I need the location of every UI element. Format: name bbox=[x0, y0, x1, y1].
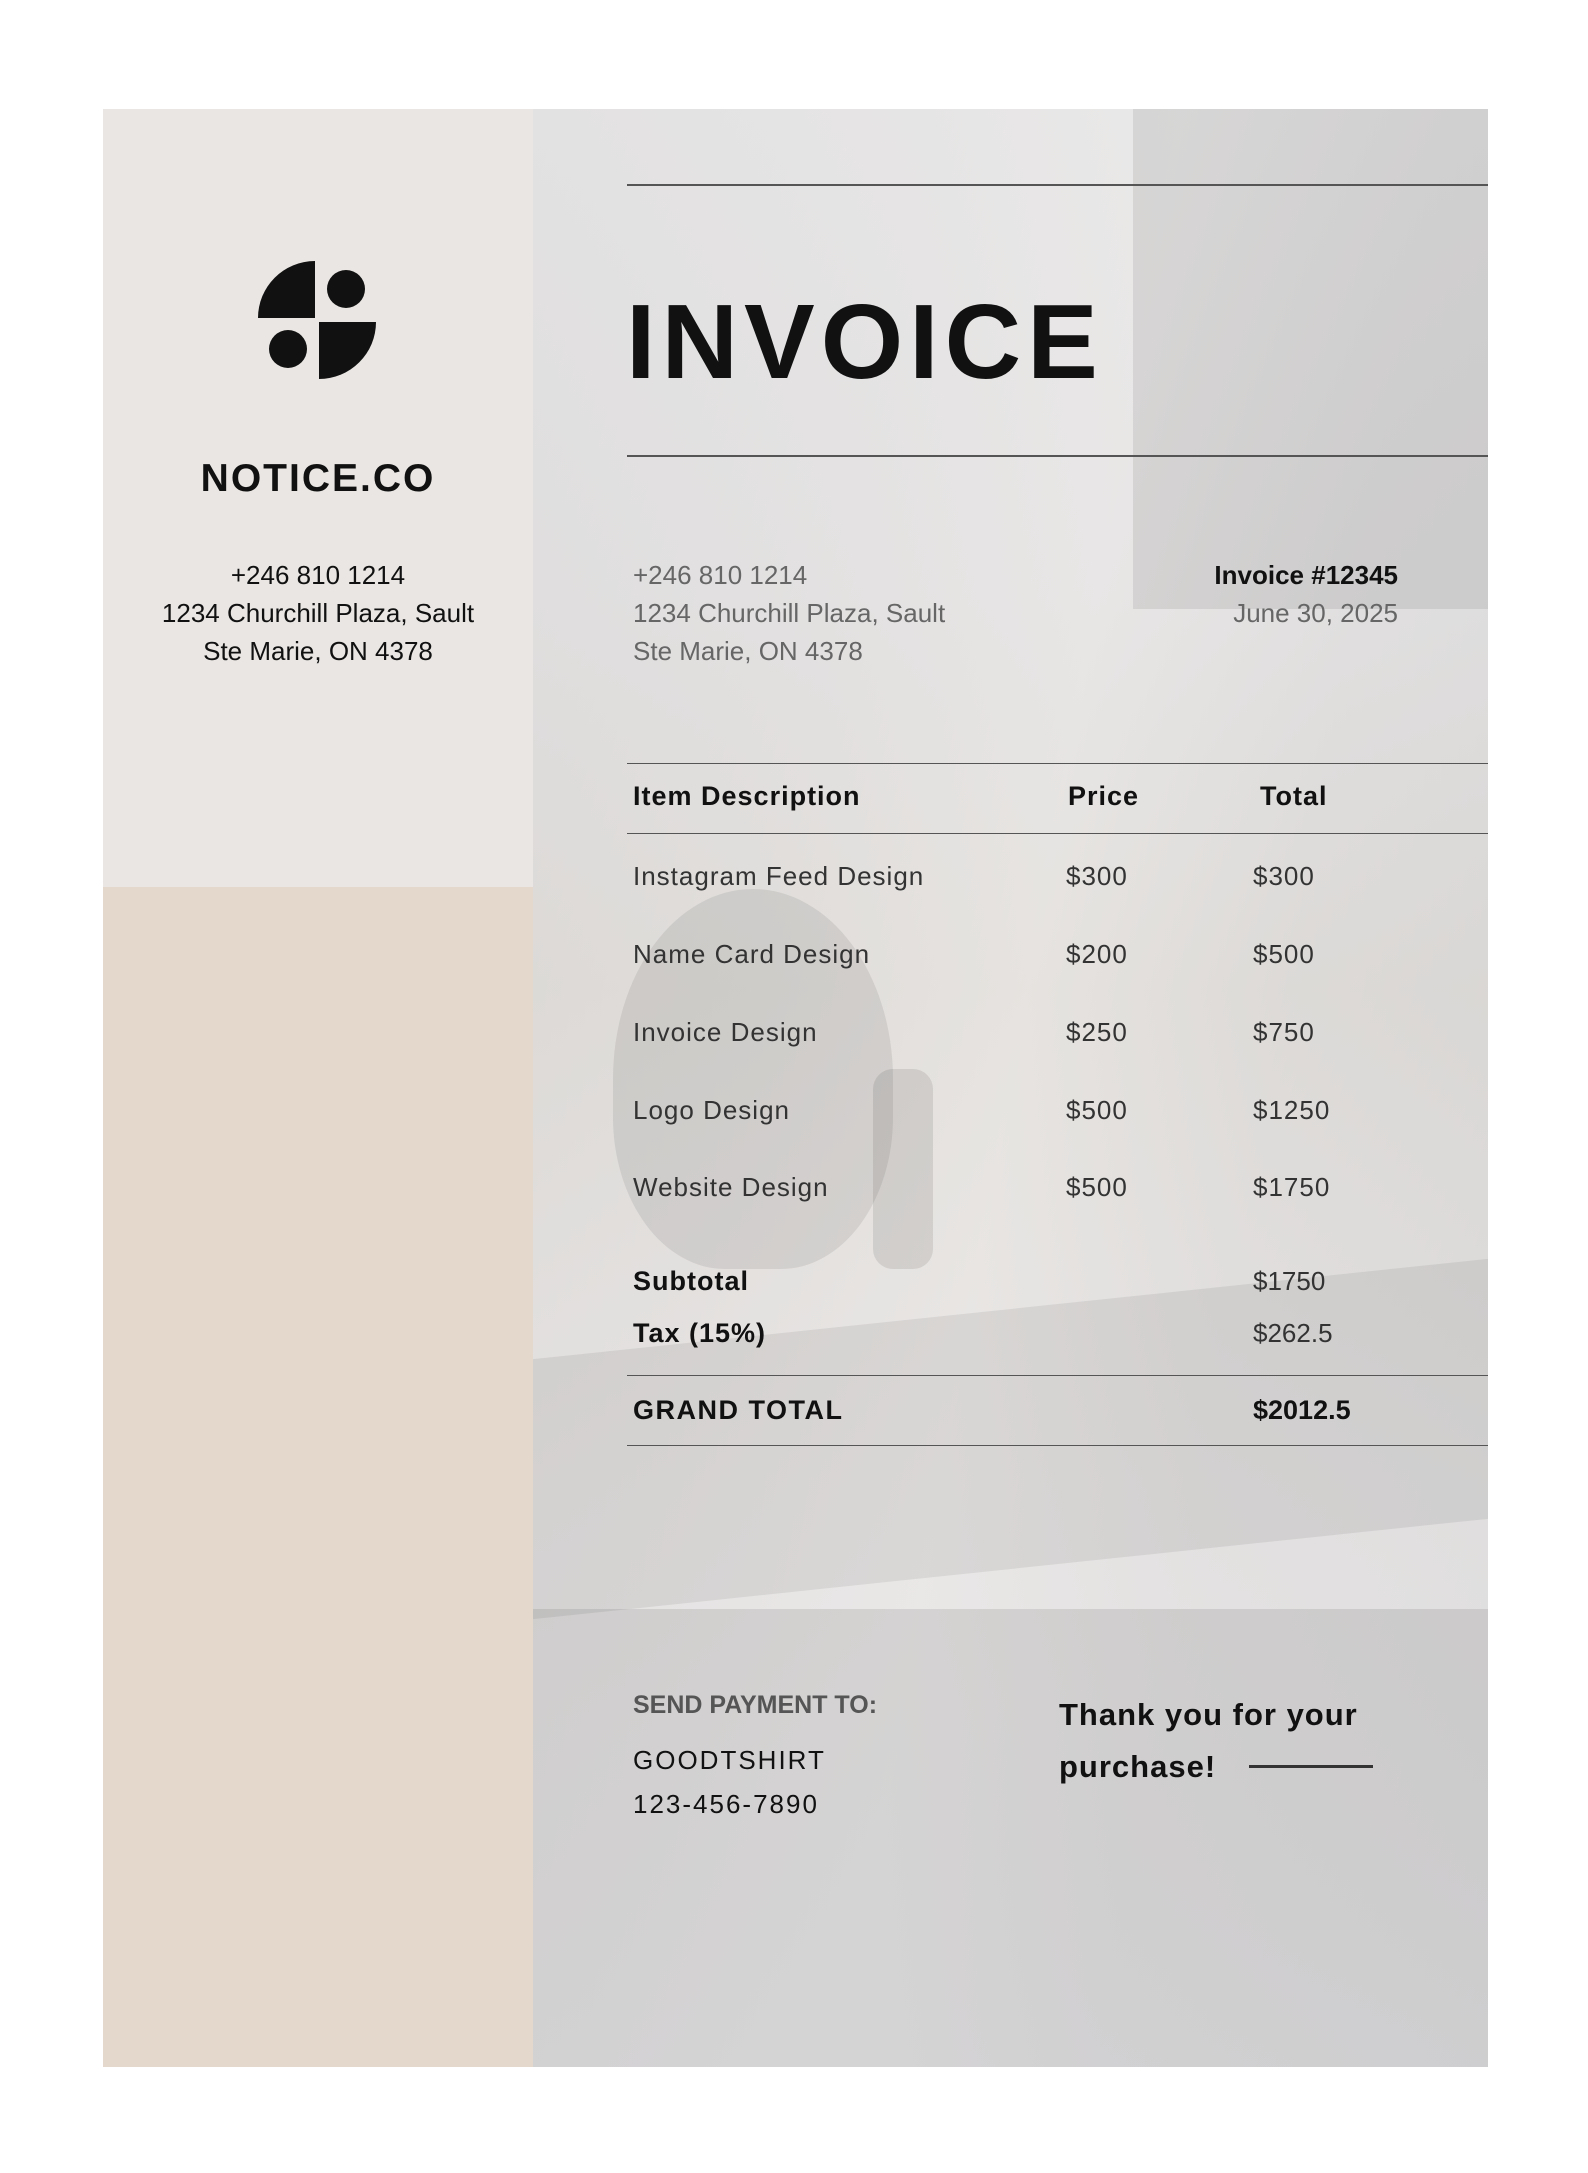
header-total: Total bbox=[1260, 781, 1328, 811]
tax-value: $262.5 bbox=[1253, 1318, 1333, 1348]
thank-you-message bbox=[1059, 1689, 1399, 1793]
photo-bottle-shape bbox=[873, 1069, 933, 1269]
row-price: $200 bbox=[1066, 939, 1128, 969]
from-address bbox=[633, 556, 945, 670]
payment-name: GOODTSHIRT bbox=[633, 1745, 826, 1775]
subtotal-label: Subtotal bbox=[633, 1266, 749, 1296]
grand-total-top-rule bbox=[627, 1375, 1488, 1376]
table-top-rule bbox=[627, 763, 1488, 764]
photo-table-shape bbox=[533, 1259, 1488, 1619]
table-header-rule bbox=[627, 833, 1488, 834]
invoice-meta bbox=[1214, 556, 1398, 632]
invoice-title: INVOICE bbox=[626, 283, 1104, 401]
row-total: $1750 bbox=[1253, 1172, 1331, 1202]
header-price: Price bbox=[1068, 781, 1140, 811]
grand-total-label: GRAND TOTAL bbox=[633, 1395, 844, 1425]
invoice-date: June 30, 2025 bbox=[1233, 598, 1398, 628]
subtotal-value: $1750 bbox=[1253, 1266, 1326, 1296]
payment-number: 123-456-7890 bbox=[633, 1789, 819, 1819]
from-address-line2: Ste Marie, ON 4378 bbox=[633, 636, 863, 666]
title-top-rule bbox=[627, 184, 1488, 186]
row-description: Instagram Feed Design bbox=[633, 861, 925, 891]
company-phone: +246 810 1214 bbox=[230, 560, 406, 590]
row-price: $300 bbox=[1066, 861, 1128, 891]
header-item-description: Item Description bbox=[633, 781, 861, 811]
company-logo-icon bbox=[258, 261, 376, 379]
thank-you-line2: purchase! bbox=[1059, 1749, 1217, 1784]
row-price: $500 bbox=[1066, 1095, 1128, 1125]
row-description: Invoice Design bbox=[633, 1017, 818, 1047]
row-total: $1250 bbox=[1253, 1095, 1331, 1125]
title-bottom-rule bbox=[627, 455, 1488, 457]
sidebar-bottom-panel bbox=[103, 887, 533, 2067]
send-payment-label: SEND PAYMENT TO: bbox=[633, 1691, 878, 1719]
company-address-line1: 1234 Churchill Plaza, Sault bbox=[161, 598, 475, 628]
company-address-line2: Ste Marie, ON 4378 bbox=[203, 636, 433, 666]
row-total: $750 bbox=[1253, 1017, 1315, 1047]
grand-total-value: $2012.5 bbox=[1253, 1395, 1351, 1425]
row-price: $500 bbox=[1066, 1172, 1128, 1202]
row-description: Website Design bbox=[633, 1172, 829, 1202]
thank-you-decorative-line bbox=[1249, 1765, 1373, 1768]
row-price: $250 bbox=[1066, 1017, 1128, 1047]
thank-you-line1: Thank you for your bbox=[1059, 1697, 1358, 1732]
row-description: Logo Design bbox=[633, 1095, 790, 1125]
invoice-number: Invoice #12345 bbox=[1214, 560, 1398, 590]
company-name: NOTICE.CO bbox=[200, 457, 436, 500]
row-total: $300 bbox=[1253, 861, 1315, 891]
from-phone: +246 810 1214 bbox=[633, 560, 808, 590]
company-contact bbox=[103, 556, 533, 670]
tax-label: Tax (15%) bbox=[633, 1318, 767, 1348]
row-description: Name Card Design bbox=[633, 939, 871, 969]
from-address-line1: 1234 Churchill Plaza, Sault bbox=[633, 598, 946, 628]
row-total: $500 bbox=[1253, 939, 1315, 969]
grand-total-bottom-rule bbox=[627, 1445, 1488, 1446]
invoice-sheet bbox=[103, 109, 1488, 2067]
photo-floor-shape bbox=[533, 1609, 1488, 2067]
